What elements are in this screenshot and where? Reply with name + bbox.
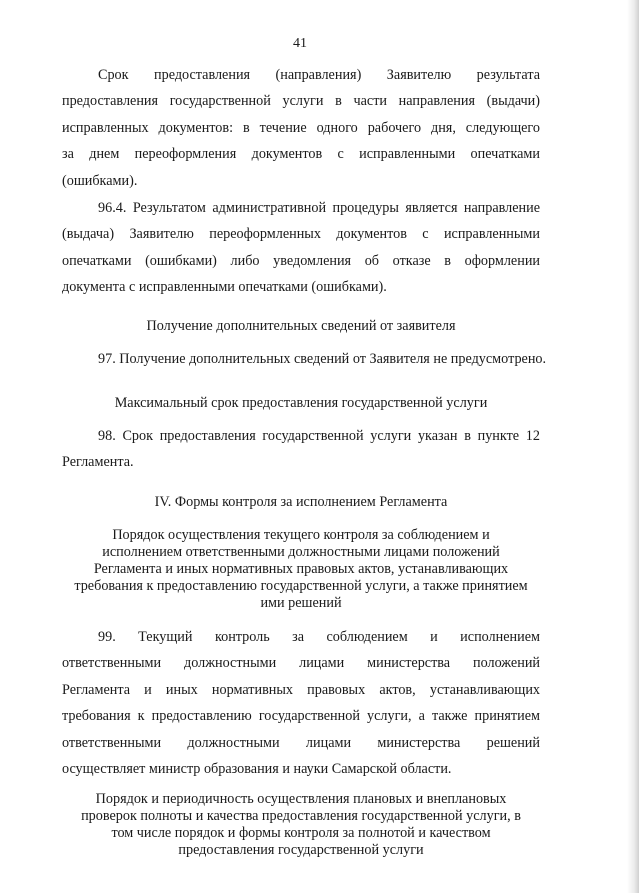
section-heading-max-term (62, 395, 540, 412)
heading-line: Порядок осуществления текущего контроля за соблюдением и (112, 527, 490, 543)
heading-line: Порядок и периодичность осуществления плановых и внеплановых (95, 791, 507, 807)
heading-line: предоставления государственной услуги (178, 842, 424, 858)
text-line: опечатками (ошибками) либо уведомления об отказе в оформлении (62, 252, 540, 269)
text-line: 98. Срок предоставления государственной услуги указан в пункте 12 (98, 428, 540, 444)
scan-edge-shadow (627, 0, 639, 893)
text-line: ответственными должностными лицами министерства положений (62, 655, 540, 672)
chapter-heading-iv (62, 494, 540, 511)
paragraph-98 (62, 423, 540, 476)
text-line: Регламента и иных нормативных правовых актов, устанавливающих (62, 681, 540, 698)
text-line: осуществляет министр образования и науки Самарской области. (62, 761, 452, 778)
paragraph-99 (62, 624, 540, 782)
paragraph-96-4 (62, 195, 540, 301)
section-heading-additional-info (62, 318, 540, 335)
heading-line: ими решений (260, 595, 342, 611)
text-line: Регламента. (62, 454, 134, 471)
text-line: 97. Получение дополнительных сведений от Заявителя не предусмотрено. (98, 351, 547, 367)
heading-line: Максимальный срок предоставления государственной услуги (114, 395, 488, 411)
heading-line: Регламента и иных нормативных правовых актов, устанавливающих (93, 561, 509, 577)
text-line: за днем переоформления документов с исправленными опечатками (62, 146, 540, 163)
text-line: Срок предоставления (направления) Заявителю результата (98, 67, 540, 83)
paragraph-delivery-term (62, 62, 540, 194)
heading-line: исполнением ответственными должностными лицами положений (102, 544, 500, 560)
text-line: (ошибками). (62, 172, 138, 189)
text-line: требования к предоставлению государственной услуги, а также принятием (62, 708, 540, 725)
text-line: документа с исправленными опечатками (ошибками). (62, 279, 387, 296)
text-line: исправленных документов: в течение одного рабочего дня, следующего (62, 119, 540, 136)
heading-line: том числе порядок и формы контроля за полнотой и качеством (111, 825, 491, 841)
text-line: (выдача) Заявителю переоформленных документов с исправленными (62, 226, 540, 243)
text-line: ответственными должностными лицами министерства решений (62, 734, 540, 751)
text-line: 99. Текущий контроль за соблюдением и исполнением (98, 629, 540, 645)
section-heading-inspections (62, 791, 540, 859)
paragraph-97 (62, 346, 547, 372)
page-number: 41 (293, 36, 307, 51)
heading-line: проверок полноты и качества предоставления государственной услуги, в (81, 808, 521, 824)
text-line: 96.4. Результатом административной процедуры является направление (98, 200, 540, 216)
heading-line: требования к предоставлению государственной услуги, а также принятием (74, 578, 528, 594)
heading-line: IV. Формы контроля за исполнением Регламента (154, 494, 448, 510)
section-heading-current-control (62, 527, 540, 612)
heading-line: Получение дополнительных сведений от заявителя (146, 318, 456, 334)
text-line: предоставления государственной услуги в части направления (выдачи) (62, 93, 540, 110)
